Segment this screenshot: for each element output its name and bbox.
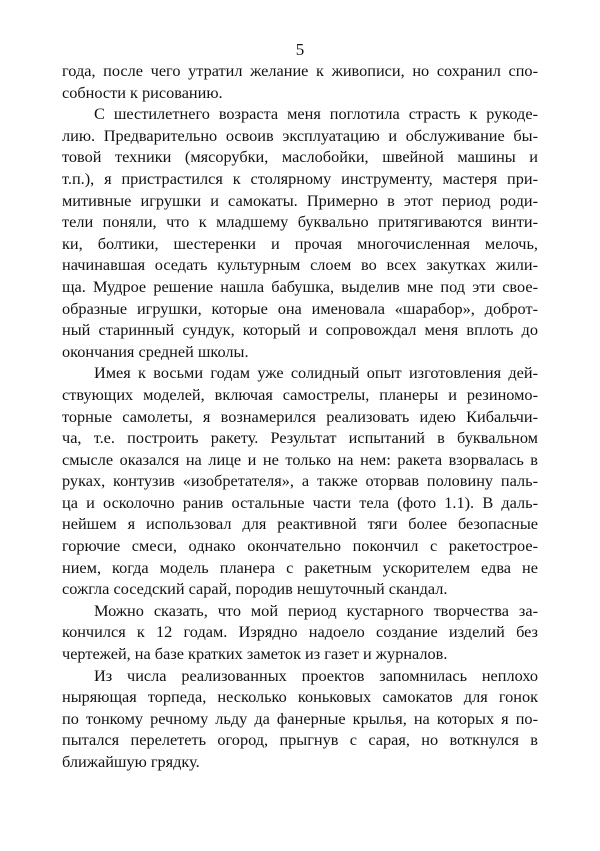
text-line: ныряющая торпеда, несколько коньковых самокатов для гонок (62, 687, 538, 707)
paragraph (62, 60, 538, 103)
text-line: смысле оказался на лице и не только на нем: ракета взорвалась в (62, 449, 538, 469)
text-line: ча, т.е. построить ракету. Результат испытаний в буквальном (62, 428, 538, 448)
text-line: Из числа реализованных проектов запомнилась неплохо (94, 665, 538, 685)
text-line: пытался перелететь огород, прыгнув с сарая, но воткнулся в (62, 730, 538, 750)
text-line: образные игрушки, которые она именовала «шарабор», доброт- (62, 298, 538, 318)
text-line: ный старинный сундук, который и сопровождал меня вплоть до (62, 320, 538, 340)
text-line: сожгла соседский сарай, породив нешуточный скандал. (62, 579, 448, 599)
text-line: Можно сказать, что мой период кустарного творчества за- (94, 600, 538, 620)
paragraph (62, 665, 538, 773)
text-line: торные самолеты, я вознамерился реализовать идею Кибальчи- (62, 406, 538, 426)
text-line: руках, контузив «изобретателя», а также оторвав половину паль- (62, 471, 538, 491)
text-line: окончания средней школы. (62, 341, 249, 361)
text-line: по тонкому речному льду да фанерные крылья, на которых я по- (62, 708, 538, 728)
paragraph (62, 362, 538, 600)
text-line: С шестилетнего возраста меня поглотила страсть к рукоде- (94, 104, 538, 124)
text-line: чертежей, на базе кратких заметок из газет и журналов. (62, 644, 448, 664)
text-line: ща. Мудрое решение нашла бабушка, выделив мне под эти свое- (62, 276, 538, 296)
text-line: горючие смеси, однако окончательно покончил с ракетострое- (62, 536, 538, 556)
page-number: 5 (295, 40, 305, 59)
text-line: ближайшую грядку. (62, 752, 200, 771)
text-line: кончился к 12 годам. Изрядно надоело создание изделий без (62, 622, 538, 642)
text-line: ствующих моделей, включая самострелы, планеры и резиномо- (62, 384, 538, 404)
text-line: года, после чего утратил желание к живописи, но сохранил спо- (62, 61, 538, 80)
text-line: т.п.), я пристрастился к столярному инструменту, мастеря при- (62, 168, 538, 188)
text-line: нием, когда модель планера с ракетным ускорителем едва не (62, 557, 538, 577)
text-line: ки, болтики, шестеренки и прочая многочисленная мелочь, (62, 233, 538, 253)
text-line: нейшем я использовал для реактивной тяги более безопасные (62, 514, 538, 534)
text-line: товой техники (мясорубки, маслобойки, швейной машины и (62, 147, 538, 167)
text-line: лию. Предварительно освоив эксплуатацию и обслуживание бы- (62, 125, 538, 145)
text-line: ца и осколочно ранив остальные части тела (фото 1.1). В даль- (62, 492, 538, 512)
text-line: митивные игрушки и самокаты. Примерно в этот период роди- (62, 190, 538, 210)
paragraph (62, 103, 538, 362)
body-text (62, 60, 538, 773)
text-line: начинавшая оседать культурным слоем во всех закутках жили- (62, 255, 538, 275)
text-line: собности к рисованию. (62, 82, 223, 102)
text-line: тели поняли, что к младшему буквально притягиваются винти- (62, 212, 538, 232)
paragraph (62, 600, 538, 665)
text-line: Имея к восьми годам уже солидный опыт изготовления дей- (94, 363, 538, 383)
